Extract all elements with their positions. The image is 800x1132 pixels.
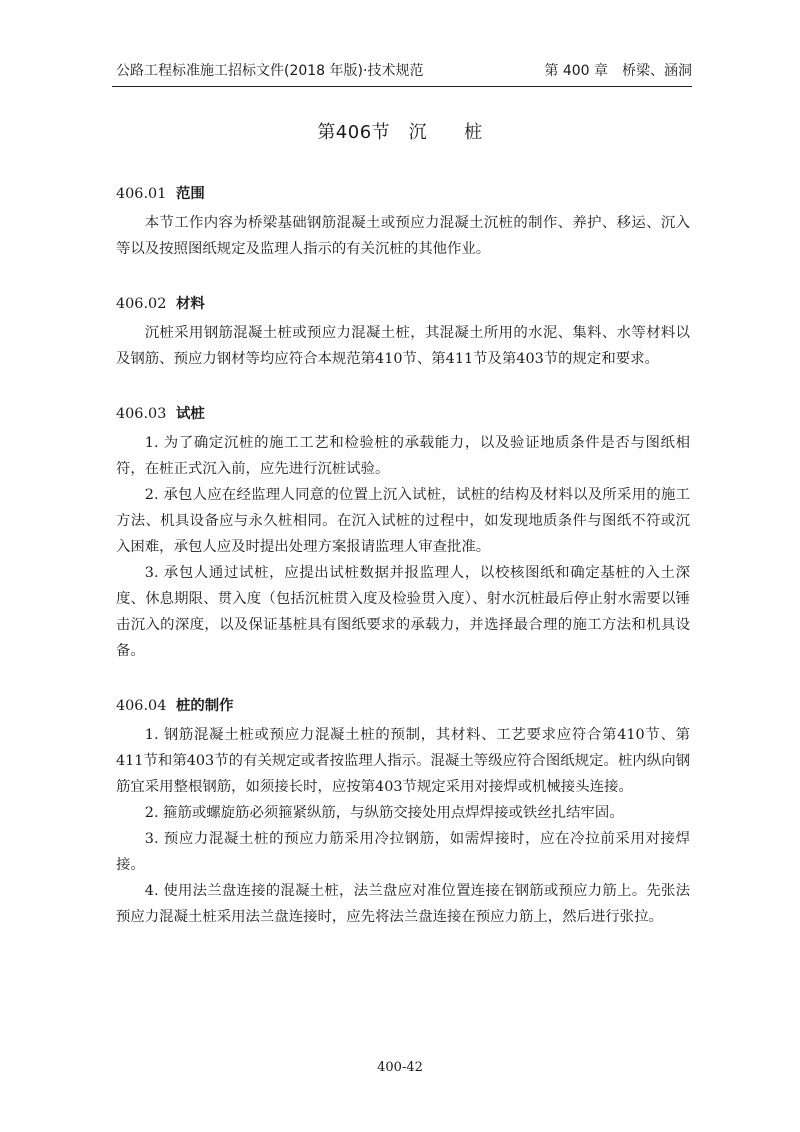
section-heading (116, 398, 690, 430)
section-number: 406.04 (116, 698, 167, 714)
section-title: 第406节 沉 桩 (317, 122, 483, 143)
header-rule (112, 86, 692, 87)
page-number: 400-42 (377, 1060, 423, 1075)
section-heading-title: 试桩 (176, 406, 205, 422)
section-heading (116, 178, 690, 210)
section-heading-title: 桩的制作 (176, 698, 234, 714)
section-heading (116, 288, 690, 320)
section-406-03 (116, 398, 690, 664)
main-content (116, 178, 690, 930)
section-heading (116, 690, 690, 722)
paragraph: 沉桩采用钢筋混凝土桩或预应力混凝土桩，其混凝土所用的水泥、集料、水等材料以及钢筋、预应力钢材等均应符合本规范第410节、第411节及第403节的规定和要求。 (116, 325, 690, 367)
paragraph: 4. 使用法兰盘连接的混凝土桩，法兰盘应对准位置连接在钢筋或预应力筋上。先张法预应力混凝土桩采用法兰盘连接时，应先将法兰盘连接在预应力筋上，然后进行张拉。 (116, 883, 690, 925)
page-header (112, 60, 692, 82)
paragraph: 2. 承包人应在经监理人同意的位置上沉入试桩，试桩的结构及材料以及所采用的施工方法、机具设备应与永久桩相同。在沉入试桩的过程中，如发现地质条件与图纸不符或沉入困难，承包人应及时提出处理方案报请监理人审查批准。 (116, 487, 690, 555)
section-406-01 (116, 178, 690, 262)
paragraph: 本节工作内容为桥梁基础钢筋混凝土或预应力混凝土沉桩的制作、养护、移运、沉入等以及按照图纸规定及监理人指示的有关沉桩的其他作业。 (116, 215, 690, 257)
section-heading-title: 材料 (176, 296, 205, 312)
header-document-title: 公路工程标准施工招标文件(2018 年版)·技术规范 (116, 63, 424, 79)
section-number: 406.01 (116, 186, 167, 202)
section-406-04 (116, 690, 690, 930)
paragraph: 1. 为了确定沉桩的施工工艺和检验桩的承载能力，以及验证地质条件是否与图纸相符，在桩正式沉入前，应先进行沉桩试验。 (116, 435, 690, 477)
section-number: 406.03 (116, 406, 167, 422)
section-number: 406.02 (116, 296, 167, 312)
paragraph: 2. 箍筋或螺旋筋必须箍紧纵筋，与纵筋交接处用点焊焊接或铁丝扎结牢固。 (144, 805, 624, 821)
paragraph: 3. 预应力混凝土桩的预应力筋采用冷拉钢筋，如需焊接时，应在冷拉前采用对接焊接。 (116, 831, 690, 873)
section-406-02 (116, 288, 690, 372)
paragraph: 3. 承包人通过试桩，应提出试桩数据并报监理人，以校核图纸和确定基桩的入土深度、休息期限、贯入度（包括沉桩贯入度及检验贯入度）、射水沉桩最后停止射水需要以锤击沉入的深度，以及保证基桩具有图纸要求的承载力，并选择最合理的施工方法和机具设备。 (116, 565, 690, 659)
paragraph: 1. 钢筋混凝土桩或预应力混凝土桩的预制，其材料、工艺要求应符合第410节、第411节和第403节的有关规定或者按监理人指示。混凝土等级应符合图纸规定。桩内纵向钢筋宜采用整根钢筋，如须接长时，应按第403节规定采用对接焊或机械接头连接。 (116, 727, 690, 795)
header-chapter-title: 第 400 章 桥梁、涵洞 (544, 63, 692, 79)
section-heading-title: 范围 (176, 186, 205, 202)
